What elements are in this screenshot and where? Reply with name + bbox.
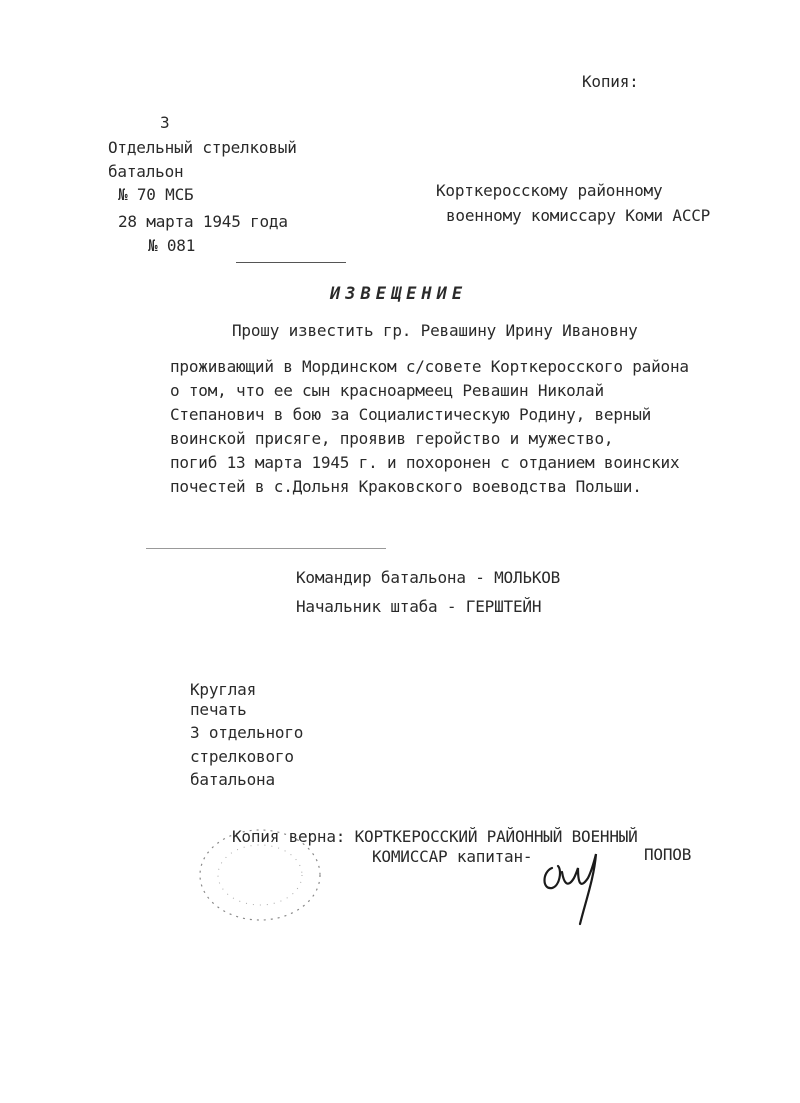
document-date: 28 марта 1945 года — [118, 212, 288, 231]
unit-number: 3 — [160, 113, 170, 132]
body-first-line: Прошу известить гр. Ревашину Ирину Ивановну — [232, 321, 638, 340]
commander-signature: Командир батальона - МОЛЬКОВ — [296, 568, 561, 587]
body-line: погиб 13 марта 1945 г. и похоронен с отданием воинских — [170, 453, 680, 472]
certification-line1: Копия верна: КОРТКЕРОССКИЙ РАЙОННЫЙ ВОЕННЫЙ — [232, 827, 638, 846]
body-line: Степанович в бою за Социалистическую Родину, верный — [170, 405, 652, 424]
body-line: почестей в с.Дольня Краковского воеводства Польши. — [170, 477, 642, 496]
certification-line2: КОМИССАР капитан- — [372, 847, 533, 866]
unit-name-line2: батальон — [108, 162, 184, 181]
seal-note-line: Круглая — [190, 680, 257, 699]
chief-of-staff-signature: Начальник штаба - ГЕРШТЕЙН — [296, 597, 542, 616]
seal-note-line: 3 отдельного — [190, 723, 304, 742]
unit-name-line1: Отдельный стрелковый — [108, 138, 297, 157]
document-number: № 081 — [148, 236, 196, 255]
body-line: о том, что ее сын красноармеец Ревашин Николай — [170, 381, 604, 400]
seal-note-line: батальона — [190, 770, 275, 789]
addressee-line1: Корткеросскому районному — [436, 181, 663, 200]
separator-line — [146, 548, 386, 549]
seal-note-line: печать — [190, 700, 247, 719]
handwritten-signature — [538, 838, 608, 928]
addressee-line2: военному комиссару Коми АССР — [446, 206, 711, 225]
certification-name: ПОПОВ — [644, 845, 692, 864]
unit-id: № 70 МСБ — [118, 185, 194, 204]
document-title: ИЗВЕЩЕНИЕ — [330, 284, 468, 304]
separator-line — [236, 262, 346, 263]
body-line: проживающий в Мординском с/совете Корткеросского района — [170, 357, 689, 376]
seal-note-line: стрелкового — [190, 747, 294, 766]
copy-mark: Копия: — [582, 72, 639, 91]
body-line: воинской присяге, проявив геройство и мужество, — [170, 429, 614, 448]
